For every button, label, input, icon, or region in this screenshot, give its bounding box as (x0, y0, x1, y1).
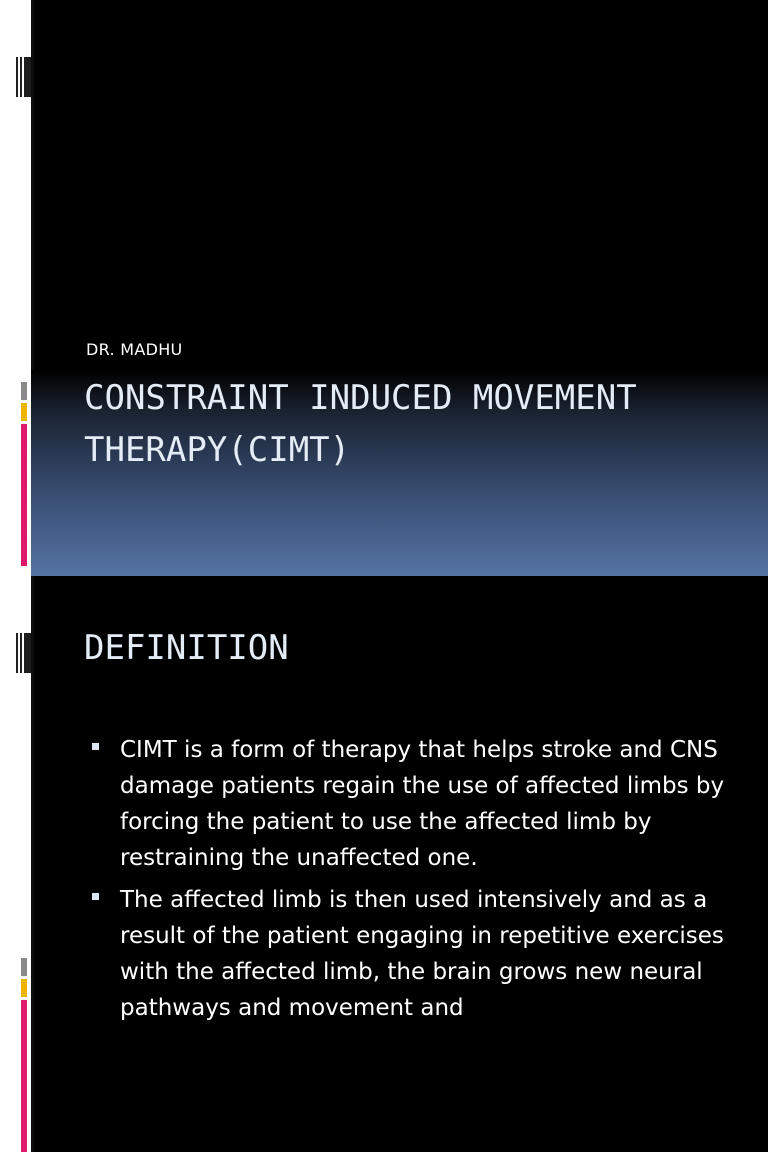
accent-strip-gray (21, 958, 27, 976)
slide-title: CONSTRAINT INDUCED MOVEMENT THERAPY(CIMT) (84, 378, 637, 470)
bullet-item (88, 732, 728, 876)
bullet-text: CIMT is a form of therapy that helps stroke and CNS damage patients regain the use of affected limbs by forcing the patient to use the affected limb by restraining the unaffected one. (120, 737, 725, 871)
definition-slide (0, 576, 768, 1152)
decorative-bar-cluster (16, 57, 32, 97)
accent-strip-yellow (21, 979, 27, 997)
square-bullet-icon (92, 893, 99, 900)
bullet-item (88, 882, 728, 1026)
accent-strip-magenta (21, 1000, 27, 1152)
bullet-list (88, 732, 728, 1032)
bullet-text: The affected limb is then used intensively and as a result of the patient engaging in repetitive exercises with the affected limb, the brain grows new neural pathways and movement and (120, 887, 724, 1021)
accent-strip-gray (21, 382, 27, 400)
accent-strip-yellow (21, 403, 27, 421)
accent-strip-magenta (21, 424, 27, 566)
slide-heading: DEFINITION (84, 628, 289, 668)
author-name: DR. MADHU (86, 340, 183, 359)
square-bullet-icon (92, 743, 99, 750)
decorative-bar-cluster (16, 633, 32, 673)
